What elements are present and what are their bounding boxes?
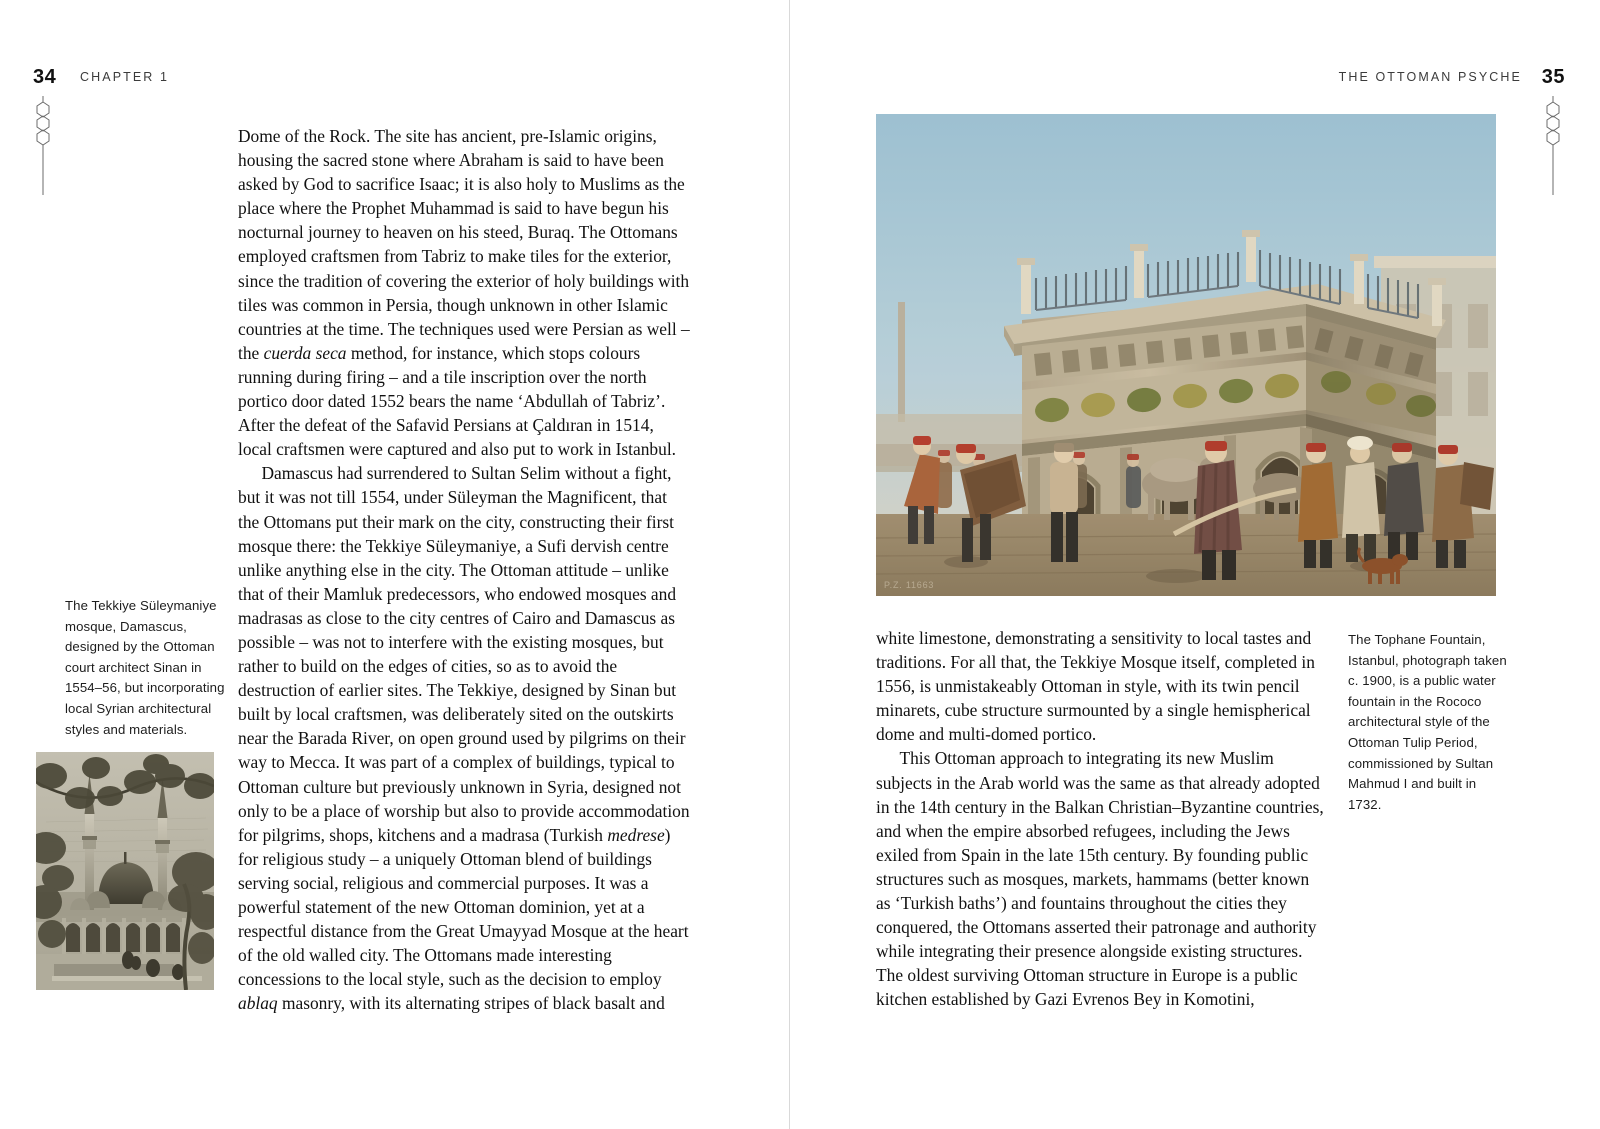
figure-photochrom-tophane-fountain	[876, 114, 1496, 596]
caption-right-figure: The Tophane Fountain, Istanbul, photograph taken c. 1900, is a public water fountain in the Rococo architectural style of the Ottoman Tulip Period, commissioned by Sultan Mahmud I and built in 1732.	[1348, 632, 1507, 812]
left-page	[0, 0, 789, 1129]
italic-term-cuerda-seca: cuerda seca	[263, 342, 347, 363]
figure-engraving-tekkiye-mosque	[36, 752, 214, 990]
engraving-artwork	[36, 752, 214, 990]
ornament-icon-left	[30, 96, 56, 196]
body-text-right	[876, 626, 1324, 1012]
italic-term-medrese: medrese	[607, 824, 665, 845]
ornament-icon-right	[1540, 96, 1566, 196]
paragraph-right-1: white limestone, demonstrating a sensitivity to local tastes and traditions. For all that, the Tekkiye Mosque itself, completed in 1556, is unmistakeably Ottoman in style, with its twin pencil minarets, cube structure surmounted by a single hemispherical dome and multi-domed portico.	[876, 628, 1315, 745]
page-gutter	[789, 0, 790, 1129]
photo-credit-overlay: P.Z. 11663	[884, 580, 935, 590]
italic-term-ablaq: ablaq	[238, 993, 278, 1014]
paragraph-left-2: Damascus had surrendered to Sultan Selim without a fight, but it was not till 1554, under Süleyman the Magnificent, that the Ottomans put their mark on the city, constructing their first mosque there: the Tekkiye Süleymaniye, a Sufi dervish centre unlike anything else in the city. The Ottoman attitude – unlike that of their Mamluk predecessors, who endowed mosques and madrasas as close to the city centres of Cairo and Damascus as possible – was not to interfere with the existing mosques, but rather to build on the edges of cities, so as to avoid the destruction of earlier sites. The Tekkiye, designed by Sinan but built by local craftsmen, was deliberately sited on the outskirts near the Barada River, on open ground used by pilgrims on their way to Mecca. It was part of a complex of buildings, typical to Ottoman culture but previously unknown in Syria, designed not only to be a place of worship but also to provide accommodation for pilgrims, shops, kitchens and a madrasa (Turkish medrese) for religious study – a uniquely Ottoman blend of buildings serving social, religious and commercial purposes. It was a powerful statement of the new Ottoman dominion, yet at a respectful distance from the Great Umayyad Mosque at the heart of the old walled city. The Ottomans made interesting concessions to the local style, such as the decision to employ ablaq masonry, with its alternating stripes of black basalt and	[238, 463, 690, 1014]
folio-left: 34	[33, 66, 57, 88]
body-text-left	[238, 124, 690, 1015]
running-head-left: CHAPTER 1	[80, 70, 170, 84]
running-head-right: THE OTTOMAN PSYCHE	[1338, 70, 1522, 84]
photochrom-artwork	[876, 114, 1496, 596]
caption-left-figure: The Tekkiye Süleymaniye mosque, Damascus, designed by the Ottoman court architect Sinan in 1554–56, but incorporating local Syrian architectural styles and materials.	[65, 598, 225, 737]
folio-right: 35	[1541, 66, 1565, 88]
paragraph-right-2: This Ottoman approach to integrating its new Muslim subjects in the Arab world was the same as that already adopted in the 14th century in the Balkan Christian–Byzantine countries, and when the empire absorbed refugees, including the Jews exiled from Spain in the late 15th century. By founding public structures such as mosques, markets, hammams (better known as ‘Turkish baths’) and fountains throughout the cities they conquered, the Ottomans asserted their patronage and authority while integrating their presence alongside existing structures. The oldest surviving Ottoman structure in Europe is a public kitchen established by Gazi Evrenos Bey in Komotini,	[876, 748, 1324, 1010]
paragraph-left-1: Dome of the Rock. The site has ancient, pre-Islamic origins, housing the sacred stone where Abraham is said to have been asked by God to sacrifice Isaac; it is also holy to Muslims as the place where the Prophet Muhammad is said to have begun his nocturnal journey to heaven on his steed, Buraq. The Ottomans employed craftsmen from Tabriz to make tiles for the exterior, since the tradition of covering the exterior of holy buildings with tiles was common in Persia, though unknown in other Islamic countries at the time. The techniques used were Persian as well – the cuerda seca method, for instance, which stops colours running during firing – and a tile inscription over the north portico door dated 1552 bears the name ‘Abdullah of Tabriz’. After the defeat of the Safavid Persians at Çaldıran in 1514, local craftsmen were captured and also put to work in Istanbul.	[238, 126, 690, 460]
